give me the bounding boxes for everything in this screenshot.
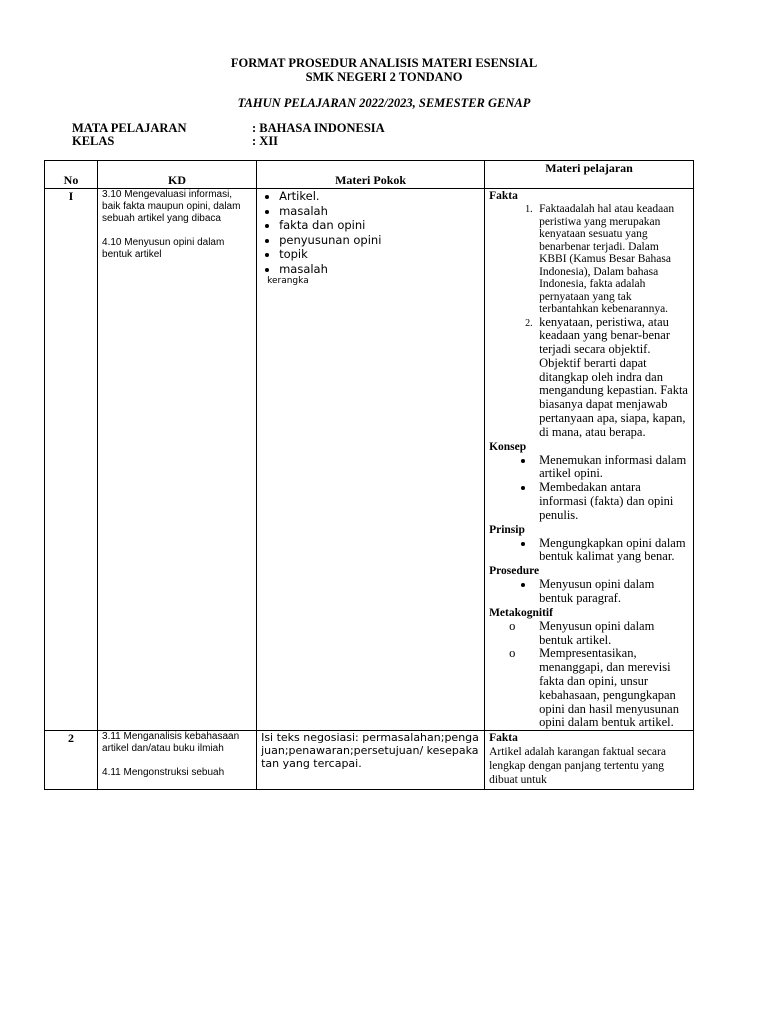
document-title: FORMAT PROSEDUR ANALISIS MATERI ESENSIAL	[230, 56, 538, 70]
class-value: : XII	[252, 134, 279, 148]
section-heading: Prinsip	[489, 523, 525, 536]
list-item: 1. Faktaadalah hal atau keadaan peristiwa yang merupakan kenyataan sesuatu yang benarbenar terjadi. Dalam KBBI (Kamus Besar Bahasa Indonesia), Dalam bahasa Indonesia, fakta adalah pernyataan yang tak terbantahkan kebenarannya.	[535, 203, 689, 316]
academic-year: TAHUN PELAJARAN 2022/2023, SEMESTER GENAP	[237, 96, 531, 110]
list-item: • Menyusun opini dalam bentuk paragraf.	[535, 578, 689, 606]
list-item: • Membedakan antara informasi (fakta) dan opini penulis.	[535, 481, 689, 522]
list-item: • masalah	[279, 204, 480, 219]
class-line	[72, 135, 278, 148]
table-row	[45, 189, 694, 731]
section-heading: Metakognitif	[489, 606, 553, 619]
list-item-extra: kerangka	[267, 276, 309, 286]
class-label: KELAS	[72, 134, 115, 148]
list-item: • Artikel.	[279, 189, 480, 204]
fakta-text: Artikel adalah karangan faktual secara lengkap dengan panjang tertentu yang dibuat untuk	[489, 746, 666, 787]
row-number: 2	[45, 731, 98, 790]
materi-pokok-cell: Isi teks negosiasi: permasalahan;pengajuan;penawaran;persetujuan/ kesepakatan yang tercapai.	[257, 731, 485, 790]
school-name: SMK NEGERI 2 TONDANO	[305, 70, 463, 84]
header-materi-pelajaran: Materi pelajaran	[485, 161, 694, 189]
kd-item: 3.11 Menganalisis kebahasaan artikel dan/atau buku ilmiah	[102, 731, 240, 755]
section-heading: Konsep	[489, 440, 527, 453]
list-item: 2. kenyataan, peristiwa, atau keadaan yang benar-benar terjadi secara objektif. Objektif berarti dapat ditangkap oleh indra dan mengandung kepastian. Fakta biasanya dapat menjawab pertanyaan apa, siapa, kapan, di mana, atau berapa.	[535, 316, 689, 440]
material-table	[44, 160, 694, 790]
section-heading: Fakta	[489, 732, 518, 745]
subject-label: MATA PELAJARAN	[72, 121, 187, 135]
header-no: No	[45, 161, 98, 189]
list-item: • penyusunan opini	[279, 233, 480, 248]
list-item: • masalah	[279, 262, 480, 277]
materi-pelajaran-cell	[485, 189, 694, 731]
kd-item: 3.10 Mengevaluasi informasi, baik fakta maupun opini, dalam sebuah artikel yang dibaca	[102, 189, 241, 224]
kd-cell	[98, 189, 257, 731]
circle-bullet-icon: o	[509, 618, 516, 633]
subject-line	[72, 122, 385, 135]
materi-pelajaran-cell	[485, 731, 694, 790]
list-item: • Mengungkapkan opini dalam bentuk kalimat yang benar.	[535, 537, 689, 565]
kd-item: 4.10 Menyusun opini dalam bentuk artikel	[102, 237, 225, 260]
subject-value: : BAHASA INDONESIA	[252, 121, 385, 135]
circle-bullet-icon: o	[509, 646, 516, 661]
table-header-row	[45, 161, 694, 189]
header-kd: KD	[98, 161, 257, 189]
kd-cell	[98, 731, 257, 790]
list-item: o Mempresentasikan, menanggapi, dan merevisi fakta dan opini, unsur kebahasaan, pengungkapan opini dan hasil menyusunan opini dalam bentuk artikel.	[509, 646, 679, 730]
section-heading: Fakta	[489, 190, 518, 202]
section-heading: Prosedure	[489, 565, 540, 578]
list-item: • fakta dan opini	[279, 218, 480, 233]
row-number: I	[45, 189, 98, 731]
list-item: o Menyusun opini dalam bentuk artikel.	[509, 618, 655, 647]
list-item: • topik	[279, 247, 480, 262]
table-row	[45, 731, 694, 790]
header-materi-pokok: Materi Pokok	[257, 161, 485, 189]
materi-pokok-cell	[257, 189, 485, 731]
list-item: • Menemukan informasi dalam artikel opini.	[535, 454, 689, 482]
kd-item: 4.11 Mengonstruksi sebuah	[102, 767, 225, 779]
